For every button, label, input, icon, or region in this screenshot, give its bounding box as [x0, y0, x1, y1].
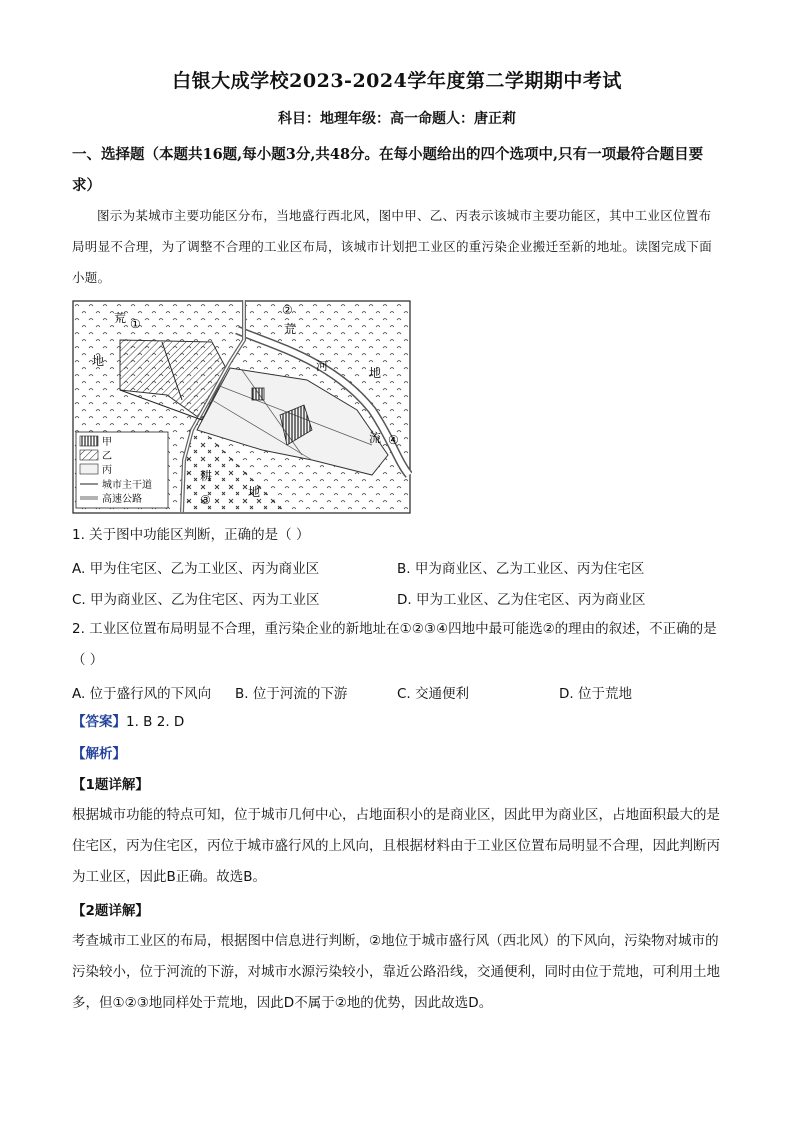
map-label-n3: ③ [200, 493, 211, 507]
map-label-n4: ④ [388, 433, 399, 447]
legend-yi: 乙 [102, 451, 112, 462]
analysis-tag: 【解析】 [72, 746, 126, 762]
question-1-option-a: A. 甲为住宅区、乙为工业区、丙为商业区 [72, 561, 320, 577]
question-2-option-d: D. 位于荒地 [559, 686, 632, 702]
question-1-option-c: C. 甲为商业区、乙为住宅区、丙为工业区 [72, 592, 320, 608]
map-label-n2: ② [282, 303, 293, 317]
map-label-n1: ① [130, 317, 141, 331]
answer-tag: 【答案】 [72, 714, 126, 730]
q1-detail-text: 根据城市功能的特点可知，位于城市几何中心，占地面积小的是商业区，因此甲为商业区，占地面积最大的是住宅区，丙为住宅区，丙位于城市盛行风的上风向，且根据材料由于工业区位置布局明显不合理，因此判断丙为工业区，因此B正确。故选B。 [72, 807, 720, 885]
map-label-di2: 地 [369, 366, 382, 380]
answer-line [72, 710, 184, 730]
legend-highway: 高速公路 [102, 494, 142, 505]
question-1-stem: 1. 关于图中功能区判断，正确的是（ ） [72, 527, 310, 543]
map-label-he: 河 [316, 359, 329, 373]
q2-detail-tag: 【2题详解】 [72, 903, 149, 919]
legend-bing: 丙 [102, 465, 112, 476]
map-label-huang1: 荒 [114, 311, 127, 325]
question-2-option-a: A. 位于盛行风的下风向 [72, 686, 212, 702]
map-label-geng: 耕 [200, 469, 213, 483]
map-label-di3: 地 [248, 485, 261, 499]
subject-line: 科目：地理年级：高一命题人：唐正莉 [278, 111, 516, 127]
map-label-di1: 地 [92, 354, 105, 368]
page-title: 白银大成学校2023-2024学年度第二学期期中考试 [172, 70, 622, 92]
question-2-option-c: C. 交通便利 [397, 686, 470, 702]
map-label-huang2: 荒 [284, 322, 297, 336]
legend-jia: 甲 [102, 437, 112, 448]
map-label-liu: 流 [369, 431, 382, 445]
intro-paragraph: 图示为某城市主要功能区分布，当地盛行西北风，图中甲、乙、丙表示该城市主要功能区，其中工业区位置布局明显不合理，为了调整不合理的工业区布局，该城市计划把工业区的重污染企业搬迁至新的地址。读图完成下面小题。 [72, 208, 713, 285]
q2-detail-text: 考查城市工业区的布局，根据图中信息进行判断，②地位于城市盛行风（西北风）的下风向，污染物对城市的污染较小，位于河流的下游，对城市水源污染较小，靠近公路沿线，交通便利，同时由位于荒地，可利用土地多，但①②③地同样处于荒地，因此D不属于②地的优势，因此故选D。 [72, 933, 720, 1011]
question-2-stem: 2. 工业区位置布局明显不合理，重污染企业的新地址在①②③④四地中最可能选②的理由的叙述，不正确的是（ ） [72, 621, 717, 668]
section-heading: 一、选择题（本题共16题,每小题3分,共48分。在每小题给出的四个选项中,只有一项最符合题目要求） [72, 146, 704, 194]
answer-text: 1. B 2. D [126, 714, 185, 730]
city-function-map [72, 300, 412, 515]
question-1-option-b: B. 甲为商业区、乙为工业区、丙为住宅区 [397, 561, 645, 577]
question-1-option-d: D. 甲为工业区、乙为住宅区、丙为商业区 [397, 592, 646, 608]
map-legend [76, 432, 168, 508]
q1-detail-tag: 【1题详解】 [72, 777, 149, 793]
question-2-option-b: B. 位于河流的下游 [235, 686, 348, 702]
legend-road: 城市主干道 [102, 480, 152, 491]
